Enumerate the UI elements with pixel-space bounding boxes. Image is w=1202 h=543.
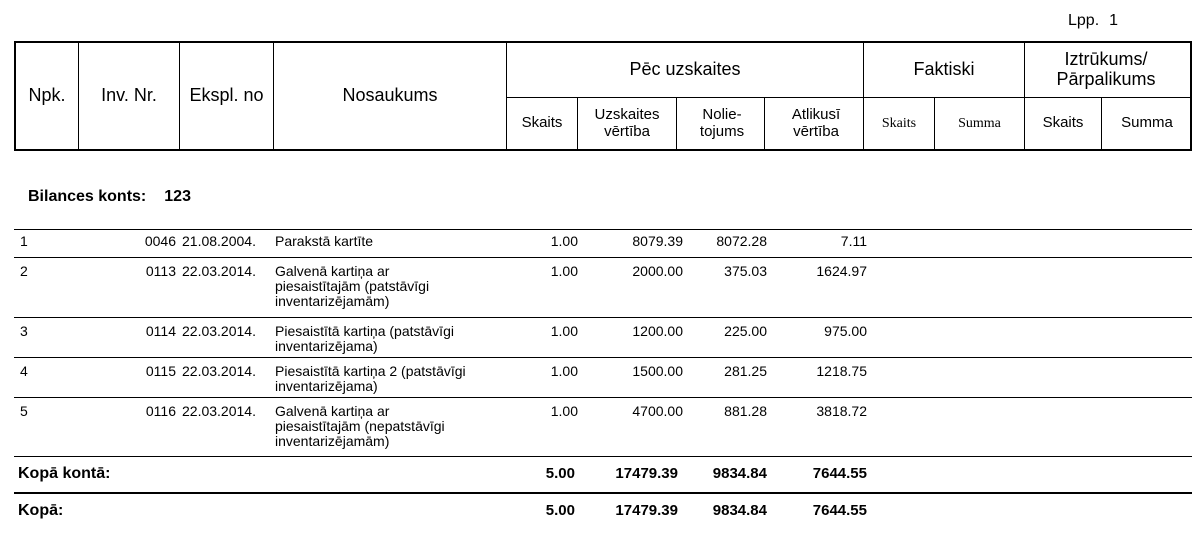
grand-total-qty: 5.00 [545,502,575,519]
col-faktiski: Faktiski [913,59,975,80]
page-number-value: 1 [1109,12,1119,29]
row-npk: 3 [20,323,28,339]
account-total-qty: 5.00 [545,465,575,482]
grand-total-rest: 7644.55 [812,502,867,519]
row-name: Parakstā kartīte [275,233,374,249]
account-line [28,188,191,206]
row-depr: 225.00 [724,323,767,339]
table-header [14,41,1192,151]
row-name: Galvenā kartiņa ar piesaistītajām (patstāvīgi inventarizējamām) [275,263,430,309]
col-inv-nr: Inv. Nr. [101,85,157,106]
page-label: Lpp. [1068,12,1100,29]
row-value: 2000.00 [632,263,683,279]
grand-total-label: Kopā: [18,502,64,519]
sub-fakt-summa: Summa [958,115,1001,131]
row-qty: 1.00 [550,323,578,339]
row-name: Galvenā kartiņa ar piesaistītajām (nepatstāvīgi inventarizējamām) [275,403,445,449]
row-inv: 0113 [145,263,176,279]
row-name: Piesaistītā kartiņa 2 (patstāvīgi inventarizējama) [275,363,466,394]
row-npk: 5 [20,403,28,419]
row-rest: 975.00 [824,323,867,339]
row-date: 22.03.2014. [182,323,256,339]
col-pec-uzskaites: Pēc uzskaites [629,59,741,80]
sub-izt-skaits: Skaits [1042,114,1084,132]
sub-uzskaites-vertiba: Uzskaites vērtība [594,106,660,140]
sub-nolietojums: Nolie- tojums [699,106,745,140]
sub-atlikusi-vertiba: Atlikusī vērtība [791,106,841,140]
row-depr: 8072.28 [716,233,767,249]
row-rest: 1624.97 [816,263,867,279]
row-date: 21.08.2004. [182,233,256,249]
row-value: 1200.00 [632,323,683,339]
sub-fakt-skaits: Skaits [881,115,917,131]
account-value: 123 [164,188,191,205]
row-date: 22.03.2014. [182,263,256,279]
account-total-label: Kopā kontā: [18,465,111,482]
row-date: 22.03.2014. [182,363,256,379]
grand-total-value: 17479.39 [615,502,678,519]
row-inv: 0114 [145,323,176,339]
account-total-rest: 7644.55 [812,465,867,482]
sub-skaits: Skaits [521,114,563,132]
row-name: Piesaistītā kartiņa (patstāvīgi inventarizējama) [275,323,454,354]
row-qty: 1.00 [550,233,578,249]
row-depr: 375.03 [724,263,767,279]
page-number [1068,12,1118,30]
row-rest: 7.11 [840,233,867,249]
row-rest: 3818.72 [816,403,867,419]
row-inv: 0046 [144,233,176,249]
row-inv: 0116 [145,403,176,419]
row-npk: 4 [20,363,28,379]
grand-total-depr: 9834.84 [712,502,767,519]
row-date: 22.03.2014. [182,403,256,419]
row-rest: 1218.75 [816,363,867,379]
row-value: 8079.39 [632,233,683,249]
row-qty: 1.00 [550,263,578,279]
row-inv: 0115 [145,363,176,379]
row-depr: 881.28 [724,403,767,419]
col-nosaukums: Nosaukums [342,85,438,106]
account-total-depr: 9834.84 [712,465,767,482]
row-value: 1500.00 [632,363,683,379]
row-value: 4700.00 [632,403,683,419]
col-ekspl-no: Ekspl. no [189,85,264,106]
col-npk: Npk. [28,85,66,106]
account-label: Bilances konts: [28,188,147,205]
account-total-value: 17479.39 [615,465,678,482]
row-qty: 1.00 [550,403,578,419]
row-npk: 2 [20,263,28,279]
row-npk: 1 [20,233,28,249]
col-iztrukums: Iztrūkums/ Pārpalikums [1056,49,1156,89]
sub-izt-summa: Summa [1121,114,1173,132]
row-qty: 1.00 [550,363,578,379]
row-depr: 281.25 [724,363,767,379]
